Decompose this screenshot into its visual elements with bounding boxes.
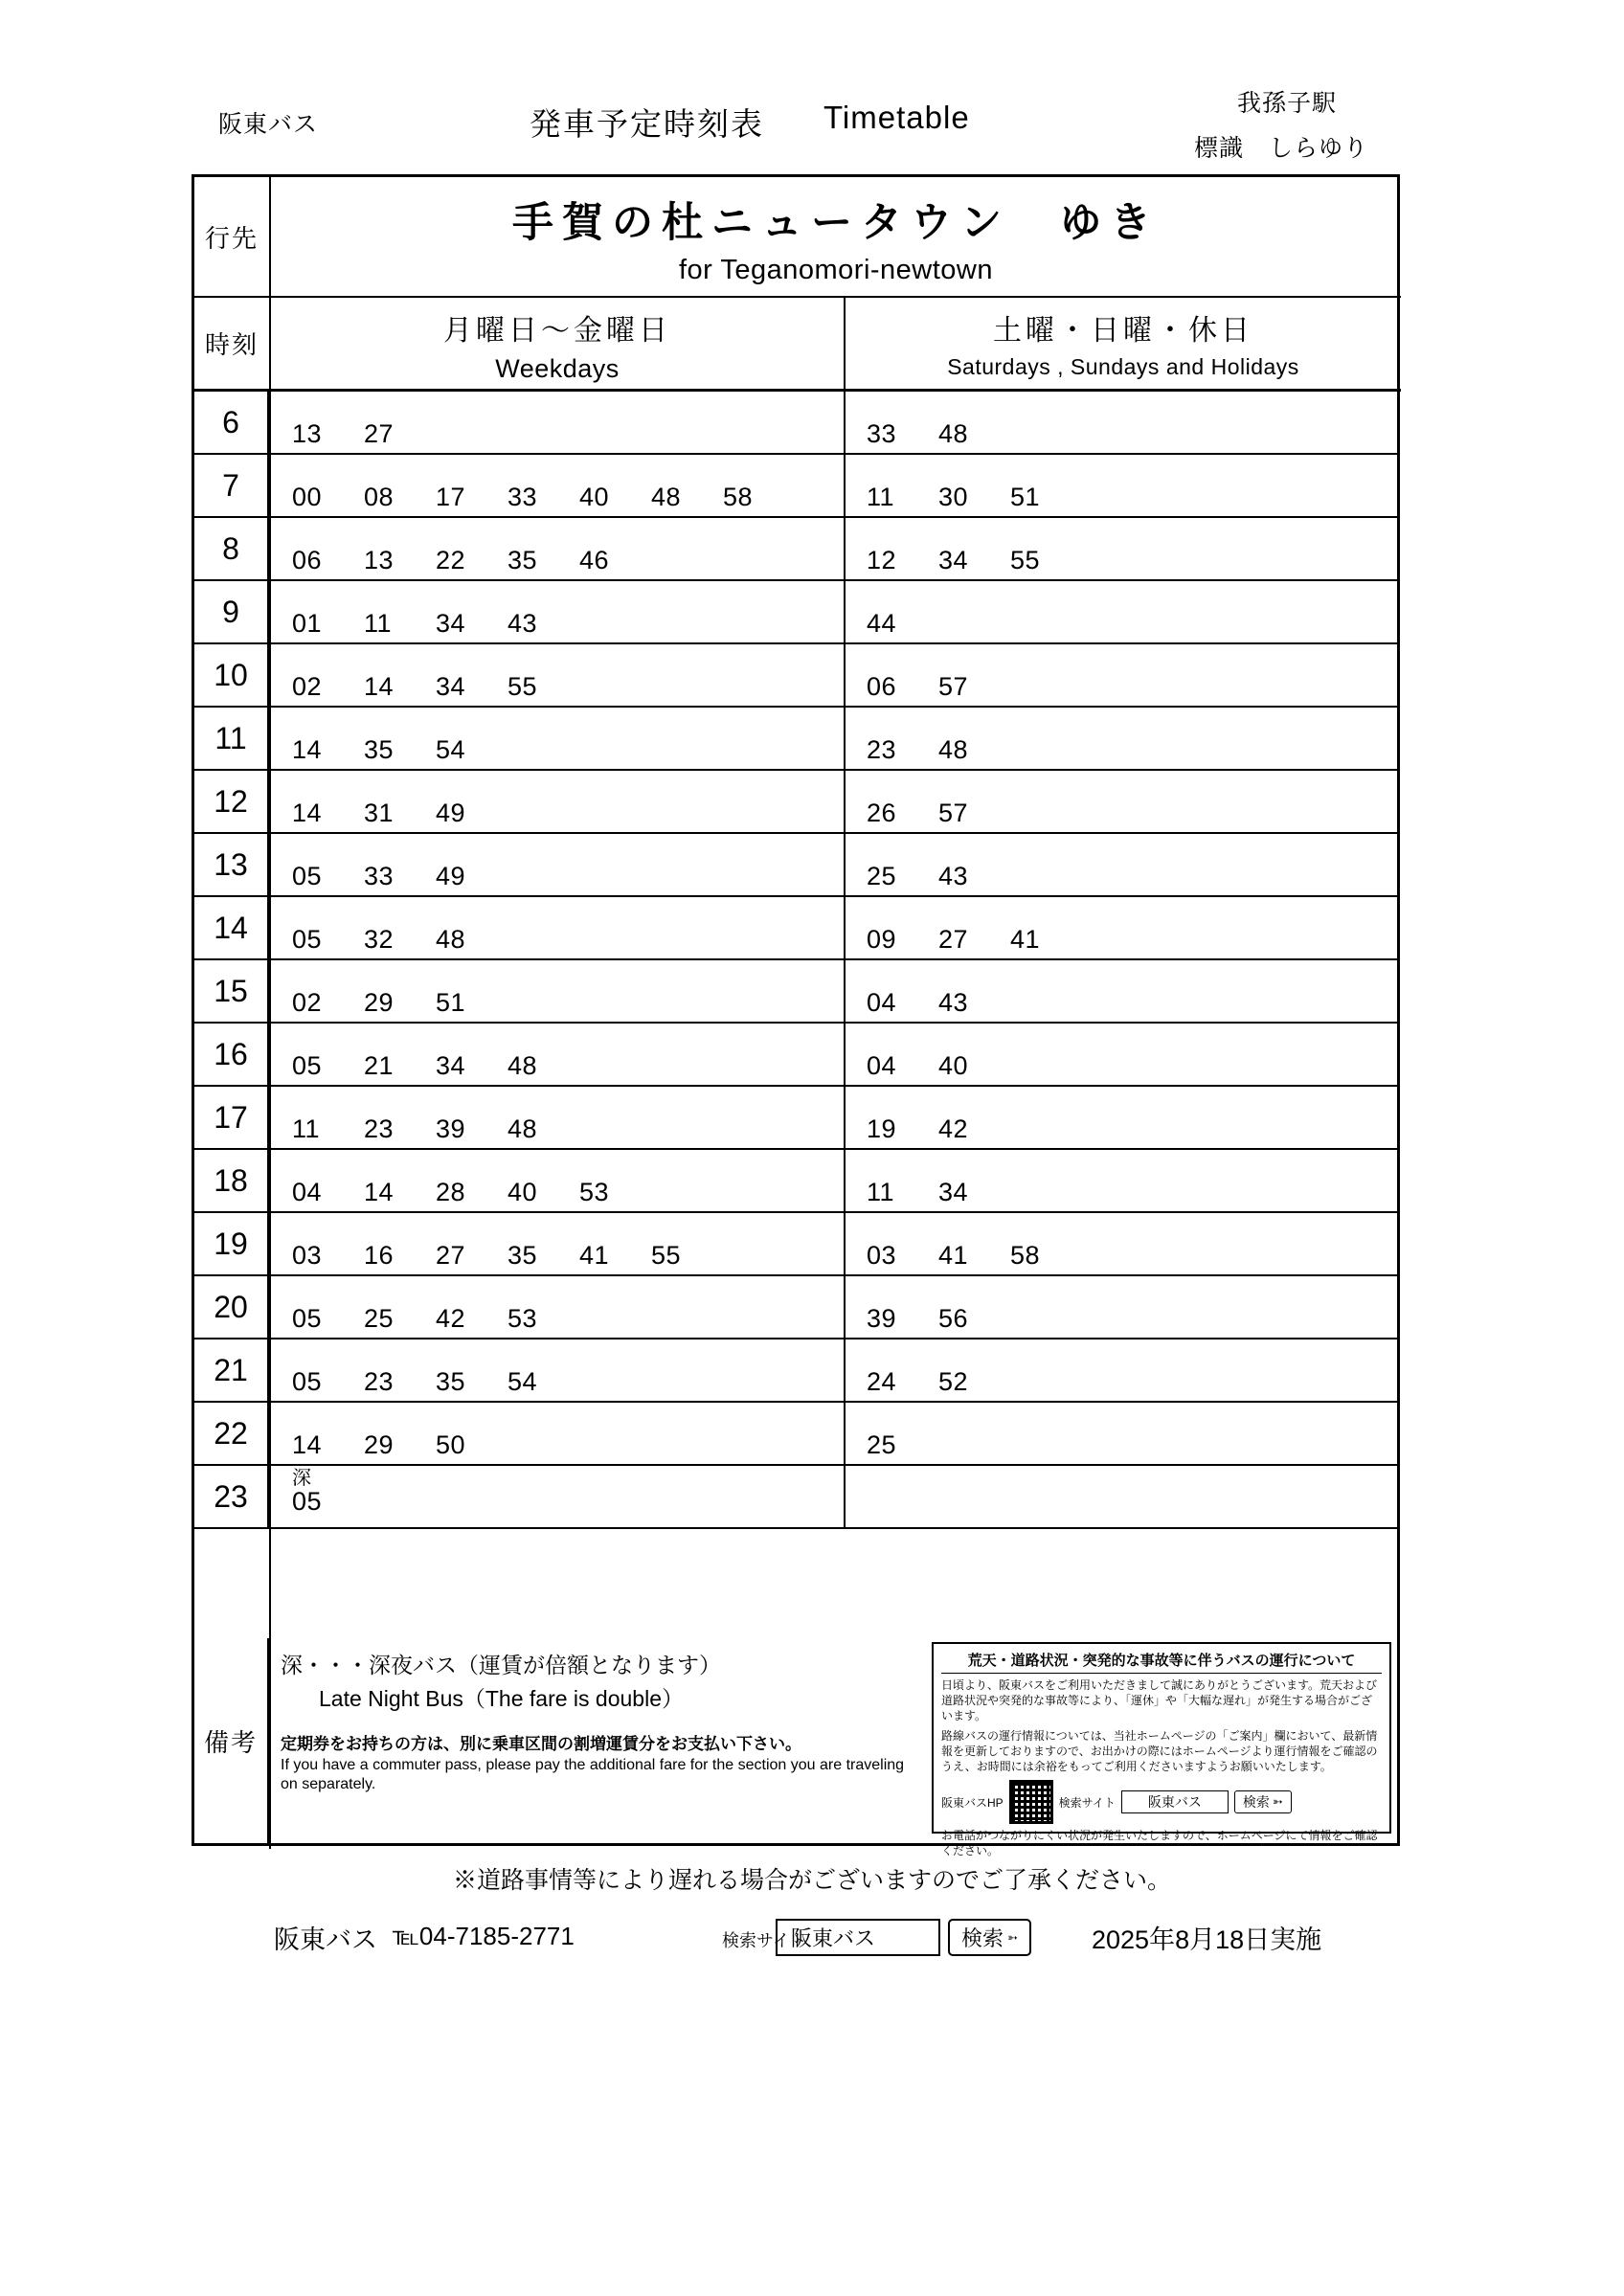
departure-minute: 48	[508, 1114, 538, 1143]
footer-effective-date: 2025年8月18日実施	[1092, 1925, 1322, 1954]
departure-minute: 11	[364, 609, 393, 638]
destination-en: for Teganomori-newtown	[678, 255, 994, 285]
commuter-note-jp: 定期券をお持ちの方は、別に乗車区間の割増運賃分をお支払い下さい。	[281, 1735, 801, 1753]
hour-cell: 22	[194, 1403, 269, 1464]
hour-cell: 23	[194, 1466, 269, 1527]
footer-telephone: ℡04-7185-2771	[393, 1922, 575, 1950]
departure-minute: 52	[938, 1367, 969, 1396]
departure-minute: 43	[938, 988, 969, 1017]
departure-minute: 41	[579, 1241, 610, 1270]
station-name: 我孫子駅	[1237, 90, 1338, 117]
weekend-minutes-cell	[846, 897, 1397, 958]
service-info-search-row	[941, 1780, 1382, 1824]
departure-minute: 34	[938, 1178, 969, 1206]
departure-minute: 53	[508, 1304, 538, 1333]
weekend-jp: 土曜・日曜・休日	[993, 315, 1253, 347]
departure-minute: 04	[292, 1178, 323, 1206]
departure-minute: 54	[436, 735, 466, 764]
departure-minute: 09	[867, 925, 897, 954]
departure-minute: 05	[292, 925, 323, 954]
service-info-title: 荒天・道路状況・突発的な事故等に伴うバスの運行について	[941, 1650, 1382, 1674]
weekend-minutes-cell	[846, 392, 1397, 453]
departure-minute: 11	[867, 483, 895, 511]
departure-minute: 34	[436, 1051, 466, 1080]
late-night-mark: 深	[292, 1466, 312, 1489]
departure-minute: 53	[579, 1178, 610, 1206]
table-row	[194, 1087, 1397, 1150]
departure-minute: 39	[436, 1114, 466, 1143]
departure-minute: 41	[1010, 925, 1041, 954]
timetable-frame	[192, 174, 1400, 1858]
weekend-minutes-cell	[846, 1213, 1397, 1274]
departure-minute: 04	[867, 1051, 897, 1080]
departure-minute: 11	[292, 1114, 321, 1143]
weekday-minutes-cell	[271, 581, 846, 642]
weekend-minutes-cell	[846, 1024, 1397, 1085]
weekday-minutes-cell	[271, 1403, 846, 1464]
weekday-minutes-cell	[271, 1213, 846, 1274]
hour-cell: 13	[194, 834, 269, 895]
cursor-arrow-icon: ➳	[1007, 1929, 1018, 1945]
column-header-weekday	[271, 298, 846, 392]
weekend-minutes-cell	[846, 455, 1397, 516]
company-name-top: 阪東バス	[218, 111, 319, 138]
departure-minute: 55	[508, 672, 538, 701]
weekend-minutes-cell	[846, 960, 1397, 1022]
departure-minute: 25	[867, 862, 897, 890]
departure-minute: 55	[1010, 546, 1041, 574]
weekend-minutes-cell	[846, 518, 1397, 579]
departure-minute: 57	[938, 799, 969, 827]
departure-minute: 48	[436, 925, 466, 954]
hour-cell: 20	[194, 1276, 269, 1338]
departure-minute: 05	[292, 1304, 323, 1333]
departure-minute: 48	[938, 735, 969, 764]
table-row	[194, 1276, 1397, 1339]
weekend-minutes-cell	[846, 1276, 1397, 1338]
departure-minute: 03	[292, 1241, 323, 1270]
departure-minute: 42	[436, 1304, 466, 1333]
departure-minute: 12	[867, 546, 897, 574]
departure-minute: 02	[292, 672, 323, 701]
departure-minute: 16	[364, 1241, 395, 1270]
departure-minute: 23	[867, 735, 897, 764]
departure-minute: 08	[364, 483, 395, 511]
departure-minute: 58	[1010, 1241, 1041, 1270]
destination-block	[271, 177, 1401, 298]
remarks-body	[271, 1638, 1397, 1858]
departure-minute: 33	[867, 419, 897, 448]
departure-minute: 04	[867, 988, 897, 1017]
departure-minute: 49	[436, 799, 466, 827]
departure-minute: 29	[364, 988, 395, 1017]
departure-minute: 11	[867, 1178, 895, 1206]
weekend-minutes-cell	[846, 834, 1397, 895]
table-row	[194, 392, 1397, 455]
departure-minute: 25	[867, 1430, 897, 1459]
footer-company: 阪東バス	[274, 1925, 377, 1954]
remarks-notes	[281, 1648, 913, 1794]
departure-minute: 35	[364, 735, 395, 764]
table-row	[194, 1403, 1397, 1466]
hour-cell: 17	[194, 1087, 269, 1148]
departure-minute: 55	[651, 1241, 682, 1270]
departure-minute: 56	[938, 1304, 969, 1333]
weekday-minutes-cell	[271, 1276, 846, 1338]
departure-minute: 14	[292, 1430, 323, 1459]
table-row	[194, 455, 1397, 518]
departure-minute: 05	[292, 1367, 323, 1396]
departure-minute: 05	[292, 1051, 323, 1080]
footer-search-input[interactable]: 阪東バス	[776, 1919, 940, 1956]
weekend-minutes-cell	[846, 581, 1397, 642]
hour-cell: 16	[194, 1024, 269, 1085]
search-input[interactable]: 阪東バス	[1121, 1790, 1229, 1813]
label-remarks: 備考	[194, 1638, 269, 1843]
service-info-p3: お電話がつながりにくい状況が発生いたしますので、ホームページにて情報をご確認ください。	[941, 1829, 1378, 1858]
departure-minute: 05	[292, 862, 323, 890]
service-info-p2: 路線バスの運行情報については、当社ホームページの「ご案内」欄において、最新情報を更新しておりますので、お出かけの際にはホームページより運行情報をご確認のうえ、お時間には余裕をもってご利用くださいますようお願いいたします。	[941, 1728, 1378, 1773]
weekday-minutes-cell	[271, 1339, 846, 1401]
commuter-note-en: If you have a commuter pass, please pay the additional fare for the section you are traveling on separately.	[281, 1757, 905, 1792]
departure-minute: 13	[364, 546, 395, 574]
weekday-minutes-cell	[271, 518, 846, 579]
departure-minute: 48	[508, 1051, 538, 1080]
table-row	[194, 1213, 1397, 1276]
weekday-minutes-cell	[271, 834, 846, 895]
departure-minute: 13	[292, 419, 323, 448]
table-row	[194, 644, 1397, 708]
footer-search-label: 検索サイト	[722, 1931, 807, 1950]
departure-minute: 33	[508, 483, 538, 511]
hour-cell: 18	[194, 1150, 269, 1211]
weekday-minutes-cell	[271, 771, 846, 832]
footer-delay-note: ※道路事情等により遅れる場合がございますのでご了承ください。	[452, 1867, 1171, 1894]
qr-code-icon[interactable]	[1009, 1780, 1053, 1824]
departure-minute: 27	[436, 1241, 466, 1270]
departure-minute: 27	[364, 419, 395, 448]
departure-minute: 17	[436, 483, 466, 511]
table-row	[194, 1466, 1397, 1529]
hour-cell: 7	[194, 455, 269, 516]
departure-minute: 00	[292, 483, 323, 511]
hour-cell: 11	[194, 708, 269, 769]
weekend-minutes-cell	[846, 708, 1397, 769]
weekday-jp: 月曜日〜金曜日	[443, 315, 671, 347]
service-info-box	[932, 1642, 1391, 1858]
late-night-note-jp: 深・・・深夜バス（運賃が倍額となります）	[281, 1653, 721, 1677]
table-row	[194, 897, 1397, 960]
departure-minute: 51	[1010, 483, 1041, 511]
departure-minute: 25	[364, 1304, 395, 1333]
table-row	[194, 771, 1397, 834]
footer-search-button-label: 検索	[961, 1926, 1004, 1950]
departure-minute: 57	[938, 672, 969, 701]
weekday-minutes-cell	[271, 1150, 846, 1211]
departure-minute: 48	[651, 483, 682, 511]
departure-minute: 22	[436, 546, 466, 574]
departure-minute: 44	[867, 609, 897, 638]
hour-cell: 19	[194, 1213, 269, 1274]
departure-minute: 49	[436, 862, 466, 890]
page-title-jp: 発車予定時刻表	[530, 106, 764, 142]
departure-minute: 21	[364, 1051, 395, 1080]
label-destination: 行先	[194, 177, 269, 298]
departure-minute: 50	[436, 1430, 466, 1459]
weekday-minutes-cell	[271, 392, 846, 453]
table-row	[194, 708, 1397, 771]
table-row	[194, 960, 1397, 1024]
hour-cell: 6	[194, 392, 269, 453]
departure-minute: 40	[579, 483, 610, 511]
column-header-weekend	[846, 298, 1401, 392]
departure-minute: 34	[436, 609, 466, 638]
weekday-minutes-cell	[271, 1087, 846, 1148]
departure-minute: 深 05	[292, 1468, 364, 1517]
departure-minute: 58	[723, 483, 754, 511]
cursor-arrow-icon: ➳	[1272, 1794, 1283, 1810]
search-button-label: 検索	[1242, 1794, 1270, 1811]
departure-minute: 32	[364, 925, 395, 954]
destination-jp: 手賀の杜ニュータウン ゆき	[512, 199, 1160, 247]
homepage-label: 阪東バスHP	[941, 1795, 1004, 1810]
departure-minute: 34	[938, 546, 969, 574]
weekend-minutes-cell	[846, 1150, 1397, 1211]
weekend-en: Saturdays , Sundays and Holidays	[947, 354, 1299, 379]
departure-minute: 14	[292, 799, 323, 827]
weekday-minutes-cell	[271, 1466, 846, 1527]
weekend-minutes-cell	[846, 1339, 1397, 1401]
departure-minute: 26	[867, 799, 897, 827]
table-row	[194, 518, 1397, 581]
search-site-label: 検索サイト	[1058, 1795, 1116, 1810]
table-row	[194, 1150, 1397, 1213]
departure-minute: 35	[508, 546, 538, 574]
departure-minute: 35	[436, 1367, 466, 1396]
weekday-minutes-cell	[271, 960, 846, 1022]
weekend-minutes-cell	[846, 1087, 1397, 1148]
label-time: 時刻	[194, 298, 269, 392]
weekday-minutes-cell	[271, 897, 846, 958]
departure-minute: 14	[292, 735, 323, 764]
departure-minute: 51	[436, 988, 466, 1017]
weekend-minutes-cell	[846, 1466, 1397, 1527]
departure-minute: 46	[579, 546, 610, 574]
departure-minute: 01	[292, 609, 323, 638]
service-info-p1: 日頃より、阪東バスをご利用いただきまして誠にありがとうございます。荒天および道路状況や突発的な事故等により、「運休」や「大幅な遅れ」が発生する場合がございます。	[941, 1678, 1378, 1723]
hour-cell: 15	[194, 960, 269, 1022]
search-button[interactable]	[1234, 1790, 1292, 1813]
hour-cell: 9	[194, 581, 269, 642]
departure-minute: 24	[867, 1367, 897, 1396]
departure-minute: 48	[938, 419, 969, 448]
departure-minute: 23	[364, 1114, 395, 1143]
departure-minute: 33	[364, 862, 395, 890]
table-row	[194, 581, 1397, 644]
departure-minute: 28	[436, 1178, 466, 1206]
weekday-minutes-cell	[271, 708, 846, 769]
late-night-note-en: Late Night Bus（The fare is double）	[319, 1686, 684, 1711]
departure-minute: 19	[867, 1114, 897, 1143]
departure-minute: 43	[938, 862, 969, 890]
weekday-minutes-cell	[271, 1024, 846, 1085]
departure-minute: 23	[364, 1367, 395, 1396]
departure-minute: 31	[364, 799, 395, 827]
weekend-minutes-cell	[846, 771, 1397, 832]
hour-cell: 8	[194, 518, 269, 579]
departure-minute: 30	[938, 483, 969, 511]
departure-minute: 03	[867, 1241, 897, 1270]
weekend-minutes-cell	[846, 1403, 1397, 1464]
table-row	[194, 1339, 1397, 1403]
page-title-en: Timetable	[823, 100, 970, 135]
table-row	[194, 1024, 1397, 1087]
weekday-en: Weekdays	[495, 354, 620, 383]
table-row	[194, 834, 1397, 897]
departure-minute: 54	[508, 1367, 538, 1396]
departure-minute: 42	[938, 1114, 969, 1143]
departure-minute: 27	[938, 925, 969, 954]
departure-minute: 14	[364, 1178, 395, 1206]
schedule-rows	[194, 392, 1397, 1529]
departure-minute: 14	[364, 672, 395, 701]
departure-minute: 40	[938, 1051, 969, 1080]
hour-cell: 12	[194, 771, 269, 832]
departure-minute: 40	[508, 1178, 538, 1206]
departure-minute: 34	[436, 672, 466, 701]
departure-minute: 06	[867, 672, 897, 701]
weekend-minutes-cell	[846, 644, 1397, 706]
remarks-section	[194, 1638, 1397, 1858]
departure-minute: 39	[867, 1304, 897, 1333]
departure-minute: 41	[938, 1241, 969, 1270]
hour-cell: 10	[194, 644, 269, 706]
departure-minute: 43	[508, 609, 538, 638]
hour-cell: 14	[194, 897, 269, 958]
bus-stop-pole: 標識 しらゆり	[1194, 135, 1369, 162]
weekday-minutes-cell	[271, 455, 846, 516]
footer-search-button[interactable]	[948, 1919, 1031, 1956]
hour-cell: 21	[194, 1339, 269, 1401]
departure-minute: 06	[292, 546, 323, 574]
departure-minute: 35	[508, 1241, 538, 1270]
departure-minute: 02	[292, 988, 323, 1017]
departure-minute: 29	[364, 1430, 395, 1459]
weekday-minutes-cell	[271, 644, 846, 706]
